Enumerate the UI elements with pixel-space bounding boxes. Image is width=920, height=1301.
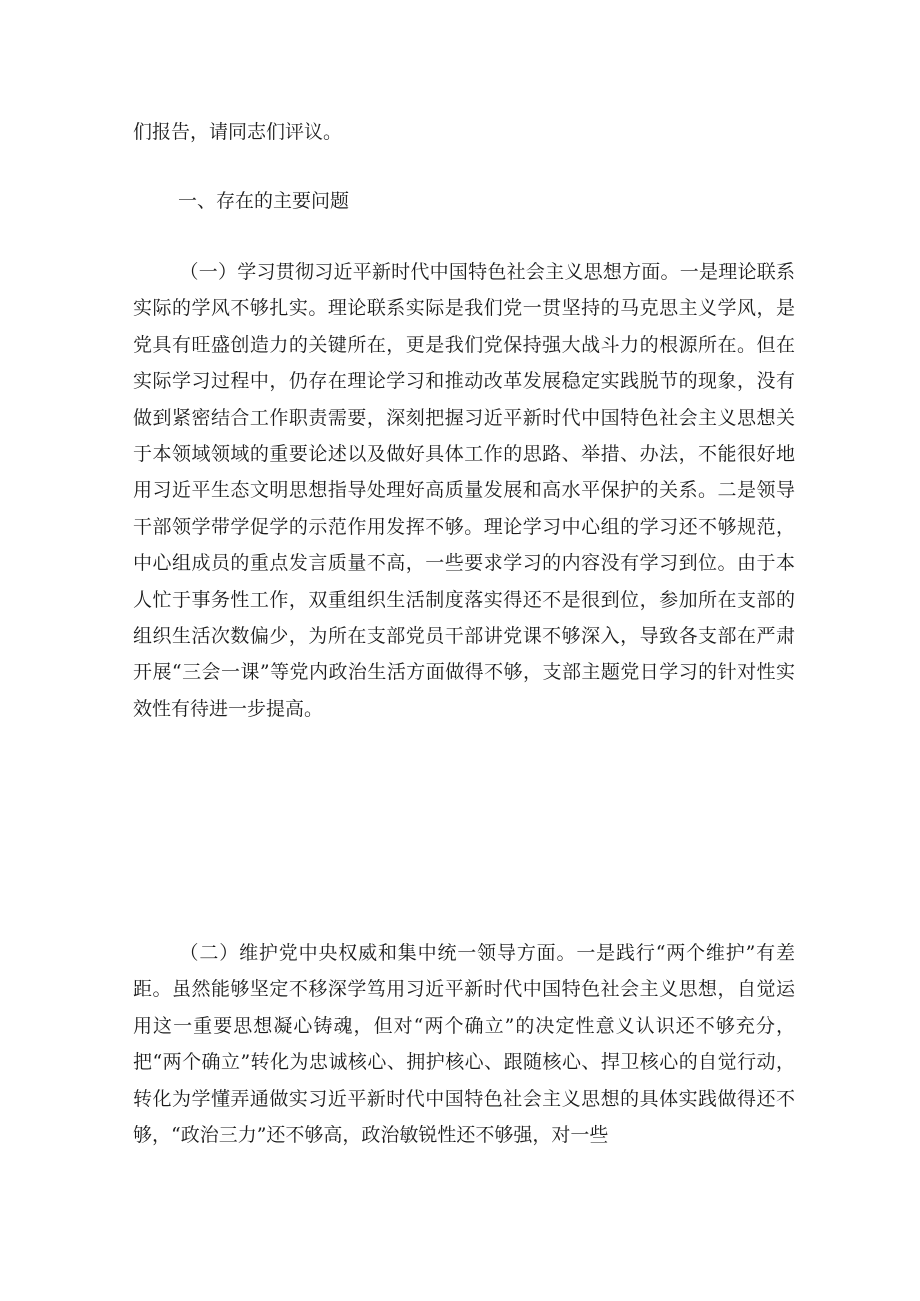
paragraph-1: （一）学习贯彻习近平新时代中国特色社会主义思想方面。一是理论联系实际的学风不够扎实。理论联系实际是我们党一贯坚持的马克思主义学风，是党具有旺盛创造力的关键所在，更是我们党保持强大战斗力的根源所在。但在实际学习过程中，仍存在理论学习和推动改革发展稳定实践脱节的现象，没有做到紧密结合工作职责需要，深刻把握习近平新时代中国特色社会主义思想关于本领域领域的重要论述以及做好具体工作的思路、举措、办法，不能很好地用习近平生态文明思想指导处理好高质量发展和高水平保护的关系。二是领导干部领学带学促学的示范作用发挥不够。理论学习中心组的学习还不够规范，中心组成员的重点发言质量不高，一些要求学习的内容没有学习到位。由于本人忙于事务性工作，双重组织生活制度落实得还不是很到位，参加所在支部的组织生活次数偏少，为所在支部党员干部讲党课不够深入，导致各支部在严肃开展“三会一课”等党内政治生活方面做得不够，支部主题党日学习的针对性实效性有待进一步提高。 (133, 261, 795, 720)
section-heading: 一、存在的主要问题 (178, 190, 350, 212)
paragraph-2: （二）维护党中央权威和集中统一领导方面。一是践行“两个维护”有差距。虽然能够坚定不移深学笃用习近平新时代中国特色社会主义思想，自觉运用这一重要思想凝心铸魂，但对“两个确立”的决定性意义认识还不够充分，把“两个确立”转化为忠诚核心、拥护核心、跟随核心、捍卫核心的自觉行动，转化为学懂弄通做实习近平新时代中国特色社会主义思想的具体实践做得还不够，“政治三力”还不够高，政治敏锐性还不够强，对一些 (133, 942, 795, 1147)
intro-fragment: 们报告，请同志们评议。 (133, 121, 343, 143)
